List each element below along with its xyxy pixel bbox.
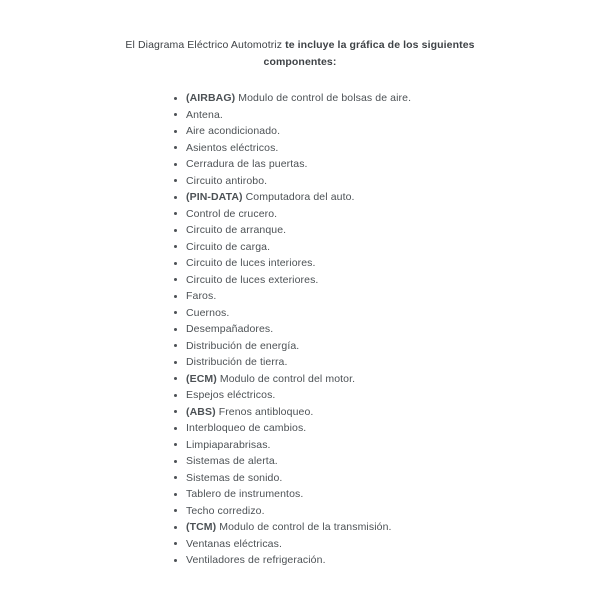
list-item xyxy=(172,222,600,239)
list-item xyxy=(172,288,600,305)
item-acronym: (AIRBAG) xyxy=(186,92,236,104)
list-item xyxy=(172,90,600,107)
list-item xyxy=(172,338,600,355)
list-item xyxy=(172,536,600,553)
list-item xyxy=(172,321,600,338)
list-item xyxy=(172,173,600,190)
list-item xyxy=(172,255,600,272)
item-text: Antena. xyxy=(186,108,223,121)
item-text: Circuito de luces exteriores. xyxy=(186,273,319,286)
list-item xyxy=(172,404,600,421)
list-item xyxy=(172,206,600,223)
list-item xyxy=(172,189,600,206)
item-text: Espejos eléctricos. xyxy=(186,389,276,401)
item-text: Modulo de control de la transmisión. xyxy=(216,521,392,533)
item-text: Sistemas de alerta. xyxy=(186,455,278,467)
item-text: Circuito de arranque. xyxy=(186,224,287,236)
list-item xyxy=(172,470,600,487)
page-title xyxy=(0,0,600,71)
list-item xyxy=(172,486,600,503)
item-text: Modulo de control del motor. xyxy=(216,372,356,385)
item-text: Faros. xyxy=(186,290,217,302)
list-item xyxy=(172,453,600,470)
list-item xyxy=(172,420,600,437)
list-item xyxy=(172,354,600,371)
list-item xyxy=(172,519,600,536)
item-text: Computadora del auto. xyxy=(242,191,355,203)
list-item xyxy=(172,552,600,569)
item-text: Frenos antibloqueo. xyxy=(215,405,314,418)
item-text: Distribución de tierra. xyxy=(186,356,288,368)
item-text: Cuernos. xyxy=(186,306,230,319)
item-text: Limpiaparabrisas. xyxy=(186,438,271,451)
item-text: Aire acondicionado. xyxy=(186,125,281,137)
list-item xyxy=(172,140,600,157)
item-text: Modulo de control de bolsas de aire. xyxy=(235,92,412,104)
item-text: Desempañadores. xyxy=(186,323,274,335)
item-acronym: (ECM) xyxy=(186,372,217,385)
item-acronym: (TCM) xyxy=(186,521,217,533)
list-item xyxy=(172,123,600,140)
item-text: Sistemas de sonido. xyxy=(186,471,283,484)
page-title-regular: El Diagrama Eléctrico Automotriz xyxy=(125,39,286,51)
list-item xyxy=(172,272,600,289)
item-text: Cerradura de las puertas. xyxy=(186,158,308,170)
list-item xyxy=(172,387,600,404)
component-list xyxy=(172,90,600,569)
item-text: Ventanas eléctricas. xyxy=(186,537,282,550)
item-text: Control de crucero. xyxy=(186,207,278,220)
item-text: Circuito de carga. xyxy=(186,240,271,253)
list-item xyxy=(172,107,600,124)
list-item xyxy=(172,371,600,388)
item-text: Interbloqueo de cambios. xyxy=(186,422,307,434)
item-acronym: (PIN-DATA) xyxy=(186,191,243,203)
item-text: Asientos eléctricos. xyxy=(186,141,279,154)
list-item xyxy=(172,156,600,173)
list-item xyxy=(172,305,600,322)
list-item xyxy=(172,239,600,256)
list-item xyxy=(172,437,600,454)
item-text: Ventiladores de refrigeración. xyxy=(186,554,326,566)
item-text: Techo corredizo. xyxy=(186,504,265,517)
page-title-bold: te incluye la gráfica de los siguientes componentes: xyxy=(263,39,475,68)
item-text: Distribución de energía. xyxy=(186,339,300,352)
item-text: Circuito antirobo. xyxy=(186,174,268,187)
list-item xyxy=(172,503,600,520)
item-text: Tablero de instrumentos. xyxy=(186,488,304,500)
item-text: Circuito de luces interiores. xyxy=(186,257,316,269)
item-acronym: (ABS) xyxy=(186,405,216,418)
